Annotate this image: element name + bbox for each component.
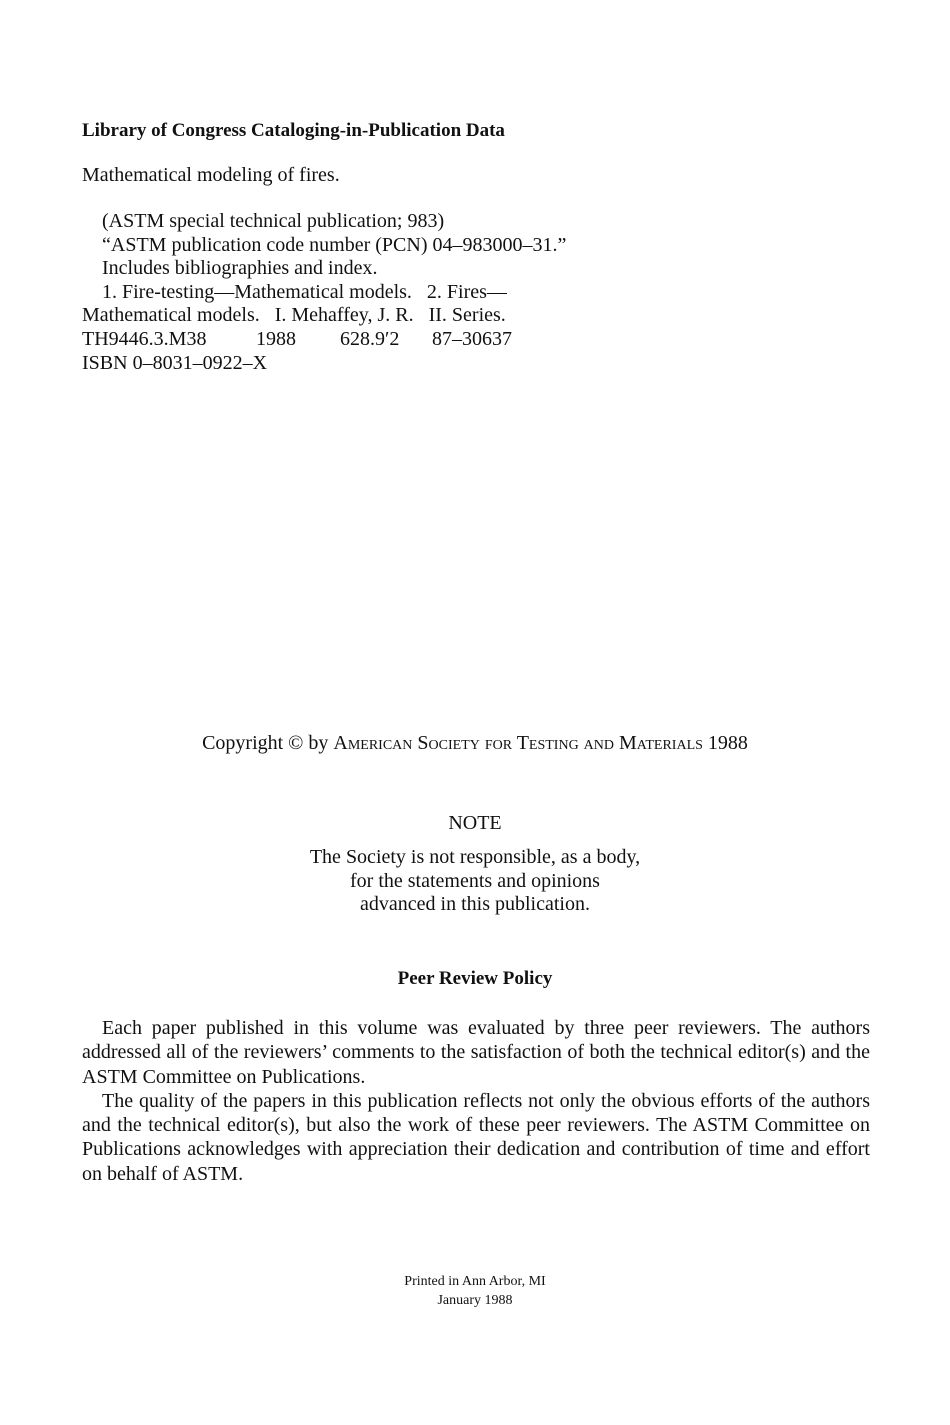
cip-lccn: 87–30637 [432, 327, 512, 350]
copyright-year: 1988 [707, 732, 748, 754]
note-block [0, 812, 950, 917]
peer-review-heading: Peer Review Policy [397, 968, 553, 989]
cip-isbn: ISBN 0–8031–0922–X [82, 351, 268, 374]
copyright-prefix: Copyright © by [202, 732, 329, 754]
peer-review-body [82, 1016, 870, 1186]
copyright-line [0, 732, 950, 755]
cip-subjects-line1: 1. Fire-testing—Mathematical models. 2. Fires— [102, 280, 507, 303]
cip-block [82, 120, 882, 374]
cip-series-note: (ASTM special technical publication; 983) [102, 210, 445, 232]
cip-bib-note: Includes bibliographies and index. [102, 257, 378, 280]
cip-call-number: TH9446.3.M38 [82, 327, 207, 350]
cip-subjects-line2: Mathematical models. I. Mehaffey, J. R. II. Series. [82, 304, 506, 327]
imprint-block [0, 1272, 950, 1310]
imprint-place: Printed in Ann Arbor, MI [404, 1274, 546, 1289]
peer-review-paragraph-1: Each paper published in this volume was evaluated by three peer reviewers. The authors addressed all of the reviewers’ comments to the satisfaction of both the technical editor(s) and the ASTM Committee on Publications. [82, 1017, 870, 1088]
note-title: NOTE [448, 812, 502, 834]
cip-year: 1988 [256, 327, 296, 350]
cip-heading: Library of Congress Cataloging-in-Publication Data [82, 120, 505, 141]
note-line2: for the statements and opinions [350, 869, 600, 892]
cip-call-number-line [82, 328, 566, 352]
cip-record [82, 210, 566, 375]
peer-review-paragraph-2: The quality of the papers in this publication reflects not only the obvious efforts of the authors and the technical editor(s), but also the work of these peer reviewers. The ASTM Committee on Publications acknowledges with appreciation their dedication and contribution of time and effort on behalf of ASTM. [82, 1089, 870, 1185]
imprint-date: January 1988 [437, 1293, 513, 1308]
cip-dewey: 628.9′2 [340, 327, 400, 350]
copyright-publisher: American Society for Testing and Materials [333, 732, 703, 754]
cip-pcn-note: “ASTM publication code number (PCN) 04–983000–31.” [102, 233, 567, 256]
note-line3: advanced in this publication. [360, 893, 590, 915]
cip-title: Mathematical modeling of fires. [82, 164, 340, 186]
note-line1: The Society is not responsible, as a body, [309, 846, 641, 868]
